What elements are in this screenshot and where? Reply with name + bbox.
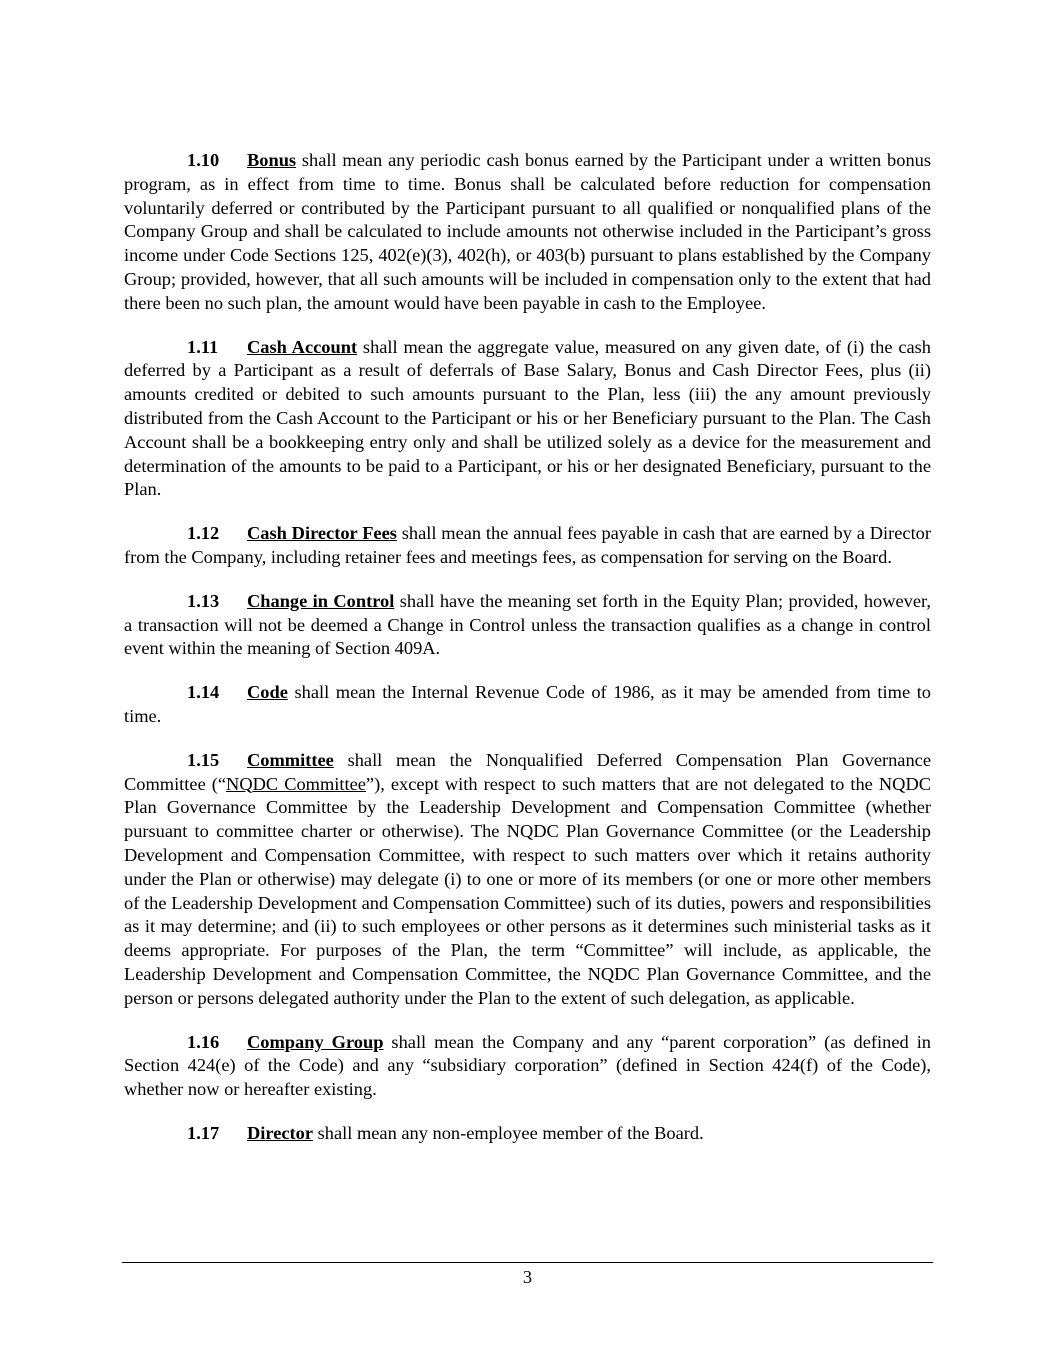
- section-number: 1.13: [187, 590, 220, 611]
- section-1-14: [124, 681, 931, 729]
- defined-term: Company Group: [247, 1031, 384, 1052]
- section-1-13: [124, 590, 931, 661]
- defined-term: Bonus: [247, 150, 297, 170]
- defined-term: Cash Account: [247, 336, 358, 357]
- page-number: 3: [522, 1267, 533, 1287]
- section-text: shall mean any non-employee member of the Board.: [313, 1122, 704, 1143]
- section-text: shall mean the Nonqualified Deferred Compensation Plan Governance Committee (“: [124, 749, 931, 794]
- section-text: shall have the meaning set forth in the Equity Plan; provided, however, a transaction will not be deemed a Change in Control unless the transaction qualifies as a change in control event within the meaning of Section 409A.: [124, 590, 931, 659]
- defined-term: Cash Director Fees: [247, 523, 397, 544]
- footer-divider: [122, 1262, 933, 1263]
- defined-term: Director: [247, 1122, 314, 1143]
- defined-term: Code: [247, 682, 288, 703]
- section-text: shall mean the Internal Revenue Code of 1986, as it may be amended from time to time.: [124, 682, 931, 726]
- section-number: 1.11: [187, 336, 219, 357]
- section-text: shall mean the Company and any “parent corporation” (as defined in Section 424(e) of the Code) and any “subsidiary corporation” (defined in Section 424(f) of the Code), whether now or hereafter existing.: [124, 1031, 931, 1100]
- section-1-15: [124, 749, 931, 1011]
- document-page: [124, 149, 931, 1166]
- section-number: 1.12: [187, 523, 220, 544]
- section-text: shall mean the annual fees payable in cash that are earned by a Director from the Company, including retainer fees and meetings fees, as compensation for serving on the Board.: [124, 523, 931, 567]
- section-number: 1.15: [187, 749, 220, 770]
- section-1-10: [124, 149, 931, 316]
- section-number: 1.16: [187, 1031, 220, 1052]
- section-number: 1.17: [187, 1122, 220, 1143]
- section-1-12: [124, 522, 931, 570]
- section-number: 1.10: [187, 150, 220, 170]
- defined-term: Change in Control: [247, 590, 395, 611]
- section-1-16: [124, 1031, 931, 1102]
- section-text-continued: ”), except with respect to such matters that are not delegated to the NQDC Plan Governance Committee by the Leadership Development and Compensation Committee (whether pursuant to committee charter or otherwise). The NQDC Plan Governance Committee (or the Leadership Development and Compensation Committee, with respect to such matters over which it retains authority under the Plan or otherwise) may delegate (i) to one or more of its members (or one or more other members of the Leadership Development and Compensation Committee) such of its duties, powers and responsibilities as it may determine; and (ii) to such employees or other persons as it determines such ministerial tasks as it deems appropriate. For purposes of the Plan, the term “Committee” will include, as applicable, the Leadership Development and Compensation Committee, the NQDC Plan Governance Committee, and the person or persons delegated authority under the Plan to the extent of such delegation, as applicable.: [124, 773, 931, 1008]
- inline-defined-term: NQDC Committee: [226, 773, 366, 794]
- section-1-17: [124, 1122, 931, 1146]
- section-1-11: [124, 336, 931, 503]
- section-number: 1.14: [187, 682, 220, 703]
- defined-term: Committee: [247, 749, 334, 770]
- section-text: shall mean the aggregate value, measured on any given date, of (i) the cash deferred by a Participant as a result of deferrals of Base Salary, Bonus and Cash Director Fees, plus (ii) amounts credited or debited to such amounts pursuant to the Plan, less (iii) the any amount previously distributed from the Cash Account to the Participant or his or her Beneficiary pursuant to the Plan. The Cash Account shall be a bookkeeping entry only and shall be utilized solely as a device for the measurement and determination of the amounts to be paid to a Participant, or his or her designated Beneficiary, pursuant to the Plan.: [124, 336, 932, 500]
- section-text: shall mean any periodic cash bonus earned by the Participant under a written bonus program, as in effect from time to time. Bonus shall be calculated before reduction for compensation voluntarily deferred or contributed by the Participant pursuant to all qualified or nonqualified plans of the Company Group and shall be calculated to include amounts not otherwise included in the Participant’s gross income under Code Sections 125, 402(e)(3), 402(h), or 403(b) pursuant to plans established by the Company Group; provided, however, that all such amounts will be included in compensation only to the extent that had there been no such plan, the amount would have been payable in cash to the Employee.: [124, 150, 931, 313]
